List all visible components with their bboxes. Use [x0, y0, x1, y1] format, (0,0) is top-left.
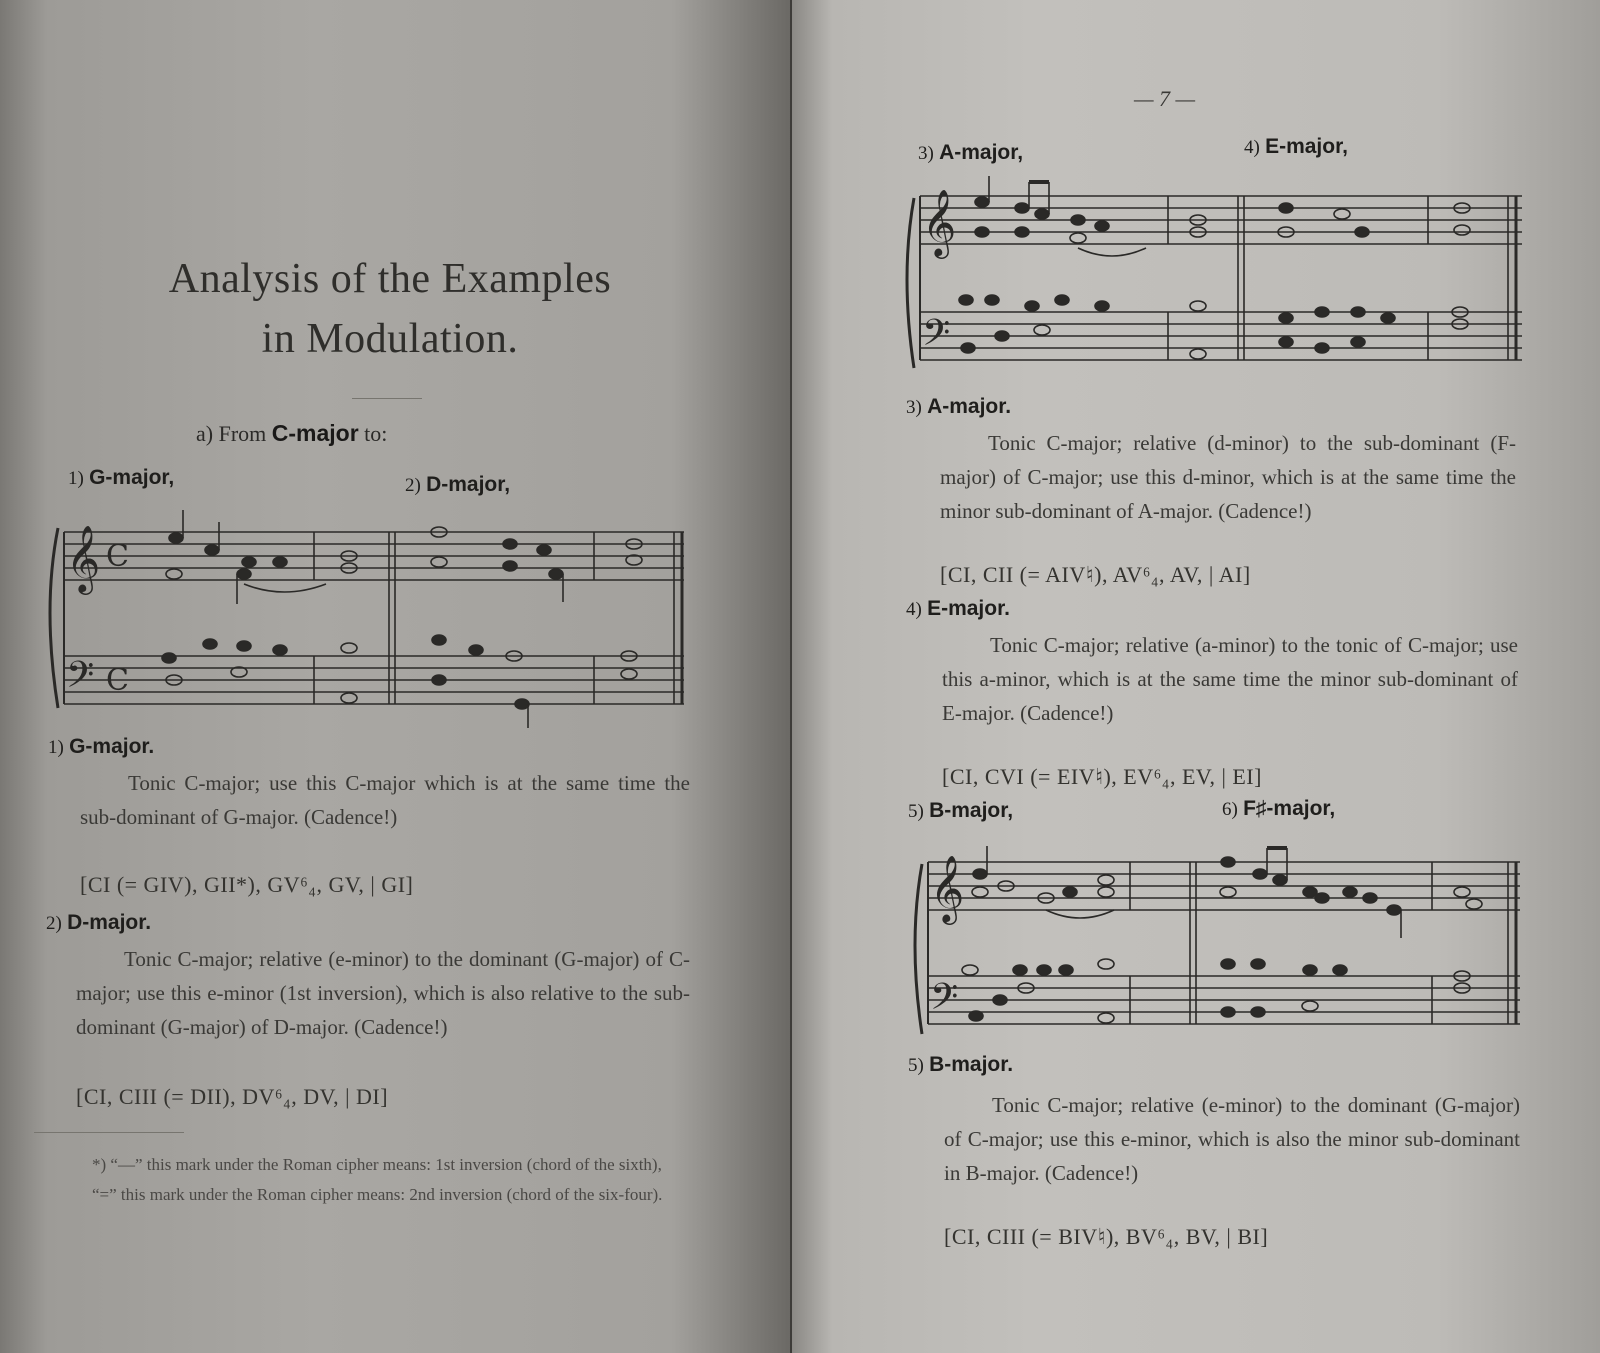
page-number: — 7 — — [1134, 86, 1196, 111]
analysis-text-3: Tonic C-major; relative (d-minor) to the sub-dominant (F-major) of C-major; use this d-minor, which is at the same time the minor sub-dominant of A-major. (Cadence!) — [940, 431, 1516, 523]
svg-text:𝄞: 𝄞 — [930, 854, 965, 922]
analysis-cipher-2: [CI, CIII (= DII), DV⁶₄, DV, | DI] — [76, 1084, 389, 1109]
music-score-examples-3-4 — [902, 172, 1532, 387]
analysis-text-2: Tonic C-major; relative (e-minor) to the dominant (G-major) of C-major; use this e-minor (1st inversion), which is also relative to the sub-dominant (G-major) of D-major. (Cadence!) — [76, 947, 690, 1039]
analysis-cipher-4: [CI, CVI (= EIV♮), EV⁶₄, EV, | EI] — [942, 764, 1262, 789]
example-header-2: 2) D-major, — [405, 473, 511, 496]
analysis-cipher-1: [CI (= GIV), GII*), GV⁶₄, GV, | GI] — [80, 872, 414, 897]
analysis-cipher-3: [CI, CII (= AIV♮), AV⁶₄, AV, | AI] — [940, 562, 1251, 587]
analysis-text-5: Tonic C-major; relative (e-minor) to the dominant (G-major) of C-major; use this e-minor, which is also the minor sub-dominant in B-major. (Cadence!) — [944, 1093, 1520, 1185]
svg-text:𝄢: 𝄢 — [66, 654, 95, 705]
footnote-line-1: *) “—” this mark under the Roman cipher means: 1st inversion (chord of the sixth), — [92, 1155, 662, 1174]
page-title-line2: in Modulation. — [261, 316, 519, 362]
svg-text:𝄞: 𝄞 — [922, 188, 957, 256]
svg-text:𝄞: 𝄞 — [66, 524, 101, 592]
analysis-cipher-5: [CI, CIII (= BIV♮), BV⁶₄, BV, | BI] — [944, 1224, 1269, 1249]
svg-text:𝄢: 𝄢 — [930, 976, 959, 1027]
music-score-examples-1-2 — [44, 508, 704, 728]
section-heading: a) From C-major to: — [196, 420, 388, 446]
analysis-heading-5: 5) B-major. — [908, 1053, 1014, 1076]
analysis-text-4: Tonic C-major; relative (a-minor) to the tonic of C-major; use this a-minor, which is at the same time the minor sub-dominant of E-major. (Cadence!) — [942, 633, 1518, 725]
example-header-1: 1) G-major, — [68, 466, 175, 489]
svg-text:C: C — [106, 539, 129, 574]
page-title-line1: Analysis of the Examples — [168, 256, 612, 302]
analysis-heading-1: 1) G-major. — [48, 735, 155, 758]
example-header-5: 5) B-major, — [908, 799, 1014, 822]
footnote — [92, 1150, 690, 1210]
svg-text:𝄢: 𝄢 — [922, 312, 951, 363]
example-header-6: 6) F♯-major, — [1222, 797, 1336, 820]
section-key: C-major — [271, 420, 359, 446]
svg-text:C: C — [106, 663, 129, 698]
left-page — [0, 0, 790, 1353]
example-header-4: 4) E-major, — [1244, 135, 1348, 158]
footnote-line-2: “=” this mark under the Roman cipher means: 2nd inversion (chord of the six-four). — [92, 1185, 663, 1204]
footnote-divider — [34, 1132, 184, 1133]
analysis-heading-3: 3) A-major. — [906, 395, 1012, 418]
right-page — [790, 0, 1600, 1353]
music-score-examples-5-6 — [910, 838, 1530, 1053]
analysis-text-1: Tonic C-major; use this C-major which is at the same time the sub-dominant of G-major. (Cadence!) — [80, 771, 690, 829]
example-header-3: 3) A-major, — [918, 141, 1024, 164]
analysis-heading-4: 4) E-major. — [906, 597, 1010, 620]
analysis-heading-2: 2) D-major. — [46, 911, 152, 934]
title-divider — [352, 398, 422, 399]
